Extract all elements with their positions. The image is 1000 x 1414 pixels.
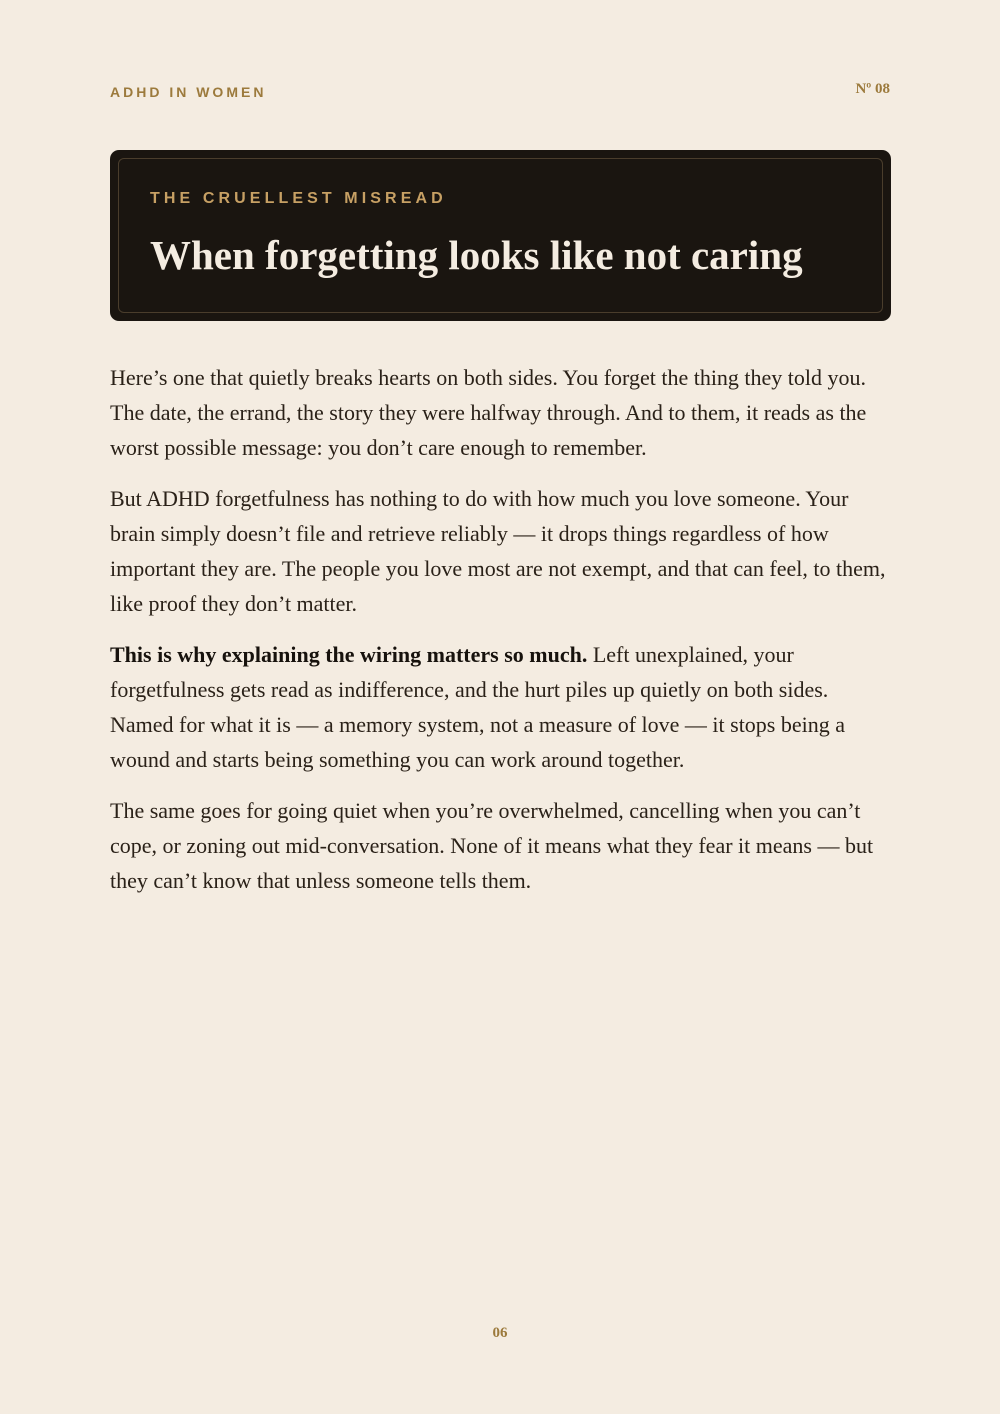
running-head: ADHD IN WOMEN — [110, 84, 267, 100]
paragraph-2: But ADHD forgetfulness has nothing to do with how much you love someone. Your brain simply doesn’t file and retrieve reliably — it drops things regardless of how important they are. The people you love most are not exempt, and that can feel, to them, like proof they don’t matter. — [110, 486, 886, 616]
banner-kicker: THE CRUELLEST MISREAD — [150, 190, 447, 207]
paragraph-3-lead: This is why explaining the wiring matters so much. — [110, 642, 588, 667]
issue-number: Nº 08 — [855, 81, 890, 97]
paragraph-3-rest: Left unexplained, your forgetfulness gets read as indifference, and the hurt piles up quietly on both sides. Named for what it is — a memory system, not a measure of love — it stops being a wound and starts being something you can work around together. — [110, 642, 846, 772]
paragraph-1: Here’s one that quietly breaks hearts on both sides. You forget the thing they told you. The date, the errand, the story they were halfway through. And to them, it reads as the worst possible message: you don’t care enough to remember. — [110, 365, 867, 460]
paragraph-3 — [110, 637, 895, 777]
page-number: 06 — [492, 1325, 508, 1341]
article-body — [110, 360, 895, 914]
page-title: When forgetting looks like not caring — [150, 232, 803, 278]
paragraph-4: The same goes for going quiet when you’re overwhelmed, cancelling when you can’t cope, or zoning out mid-conversation. None of it means what they fear it means — but they can’t know that unless someone tells them. — [110, 798, 874, 893]
